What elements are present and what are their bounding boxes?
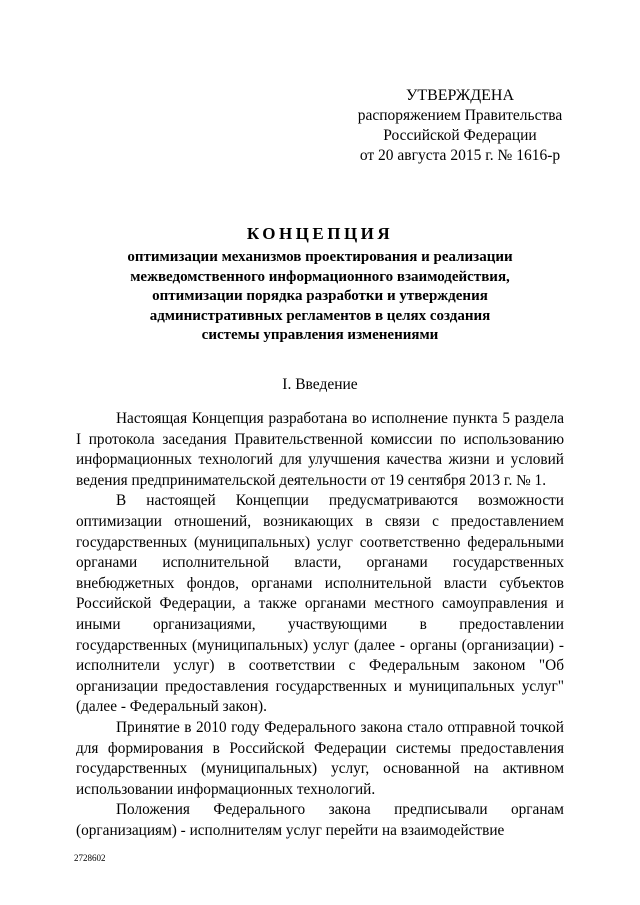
- paragraph: Принятие в 2010 году Федерального закона стало отправной точкой для формирования в Российской Федерации системы предоставления государственных (муниципальных) услуг, основанной на активном использовании информационных технологий.: [76, 718, 564, 798]
- subtitle-line: межведомственного информационного взаимодействия,: [130, 268, 510, 285]
- approval-line: распоряжением Правительства: [357, 107, 563, 124]
- body-text: [76, 409, 564, 841]
- document-title: КОНЦЕПЦИЯ: [246, 224, 394, 243]
- paragraph: Настоящая Концепция разработана во исполнение пункта 5 раздела I протокола заседания Правительственной комиссии по использованию информационных технологий для улучшения качества жизни и условий ведения предпринимательской деятельности от 19 сентября 2013 г. № 1.: [76, 410, 564, 489]
- approval-date-line: от 20 августа 2015 г. № 1616-р: [359, 147, 561, 164]
- section-heading: I. Введение: [282, 376, 358, 393]
- paragraph: Положения Федерального закона предписывали органам (организациям) - исполнителям услуг перейти на взаимодействие: [76, 801, 564, 839]
- approval-stamp: [340, 86, 580, 166]
- subtitle-line: оптимизации порядка разработки и утверждения: [152, 288, 488, 304]
- subtitle-line: системы управления изменениями: [201, 327, 439, 343]
- approval-line: Российской Федерации: [383, 127, 537, 144]
- document-code: 2728602: [74, 853, 106, 863]
- document-subtitle: [100, 248, 540, 346]
- subtitle-line: административных регламентов в целях создания: [149, 307, 491, 324]
- paragraph: В настоящей Концепции предусматриваются возможности оптимизации отношений, возникающих в связи с предоставлением государственных (муниципальных) услуг соответственно федеральными органами исполнительной власти, органами государственных внебюджетных фондов, органами исполнительной власти субъектов Российской Федерации, а также органами местного самоуправления и иными организациями, участвующими в предоставлении государственных (муниципальных) услуг (далее - органы (организации) - исполнители услуг) в соответствии с Федеральным законом "Об организации предоставления государственных и муниципальных услуг" (далее - Федеральный закон).: [76, 492, 564, 716]
- subtitle-line: оптимизации механизмов проектирования и реализации: [127, 249, 513, 265]
- approval-title: УТВЕРЖДЕНА: [405, 87, 514, 104]
